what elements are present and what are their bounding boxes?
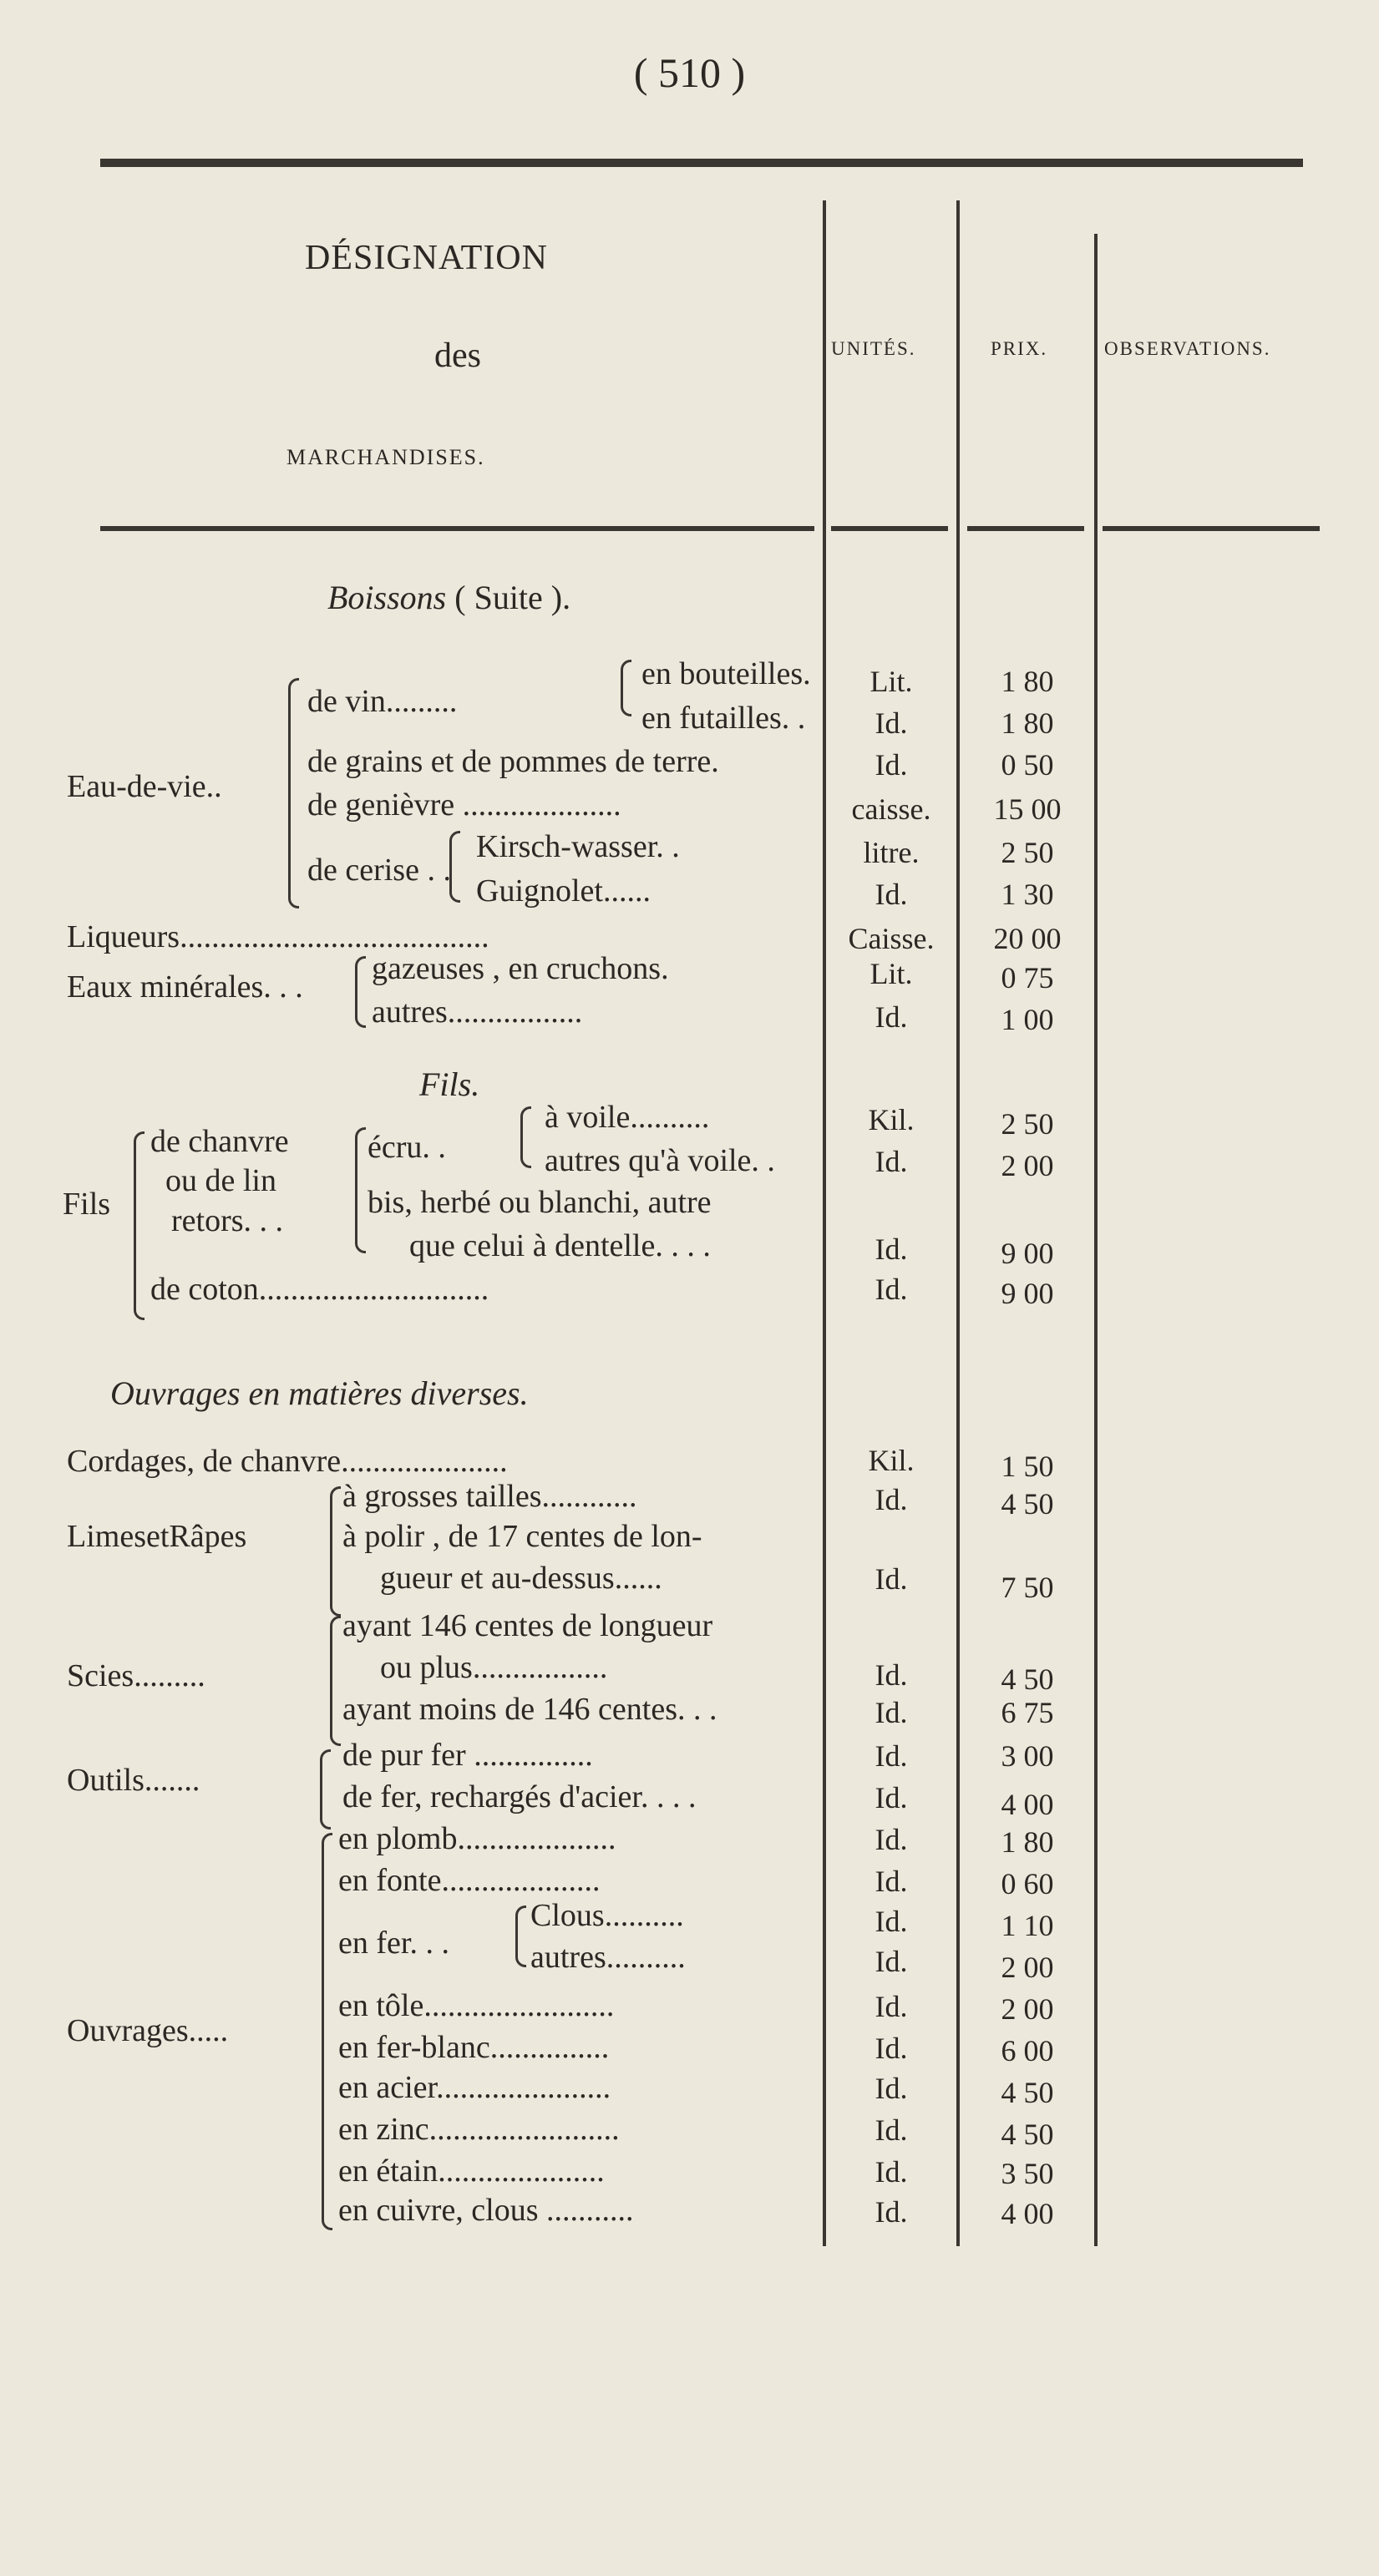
kirsch-label: Kirsch-wasser. . [476,829,680,864]
boissons-price: 1 80 [1001,706,1054,740]
eau-de-vie-brace [288,678,299,908]
header-observations: OBSERVATIONS. [1104,338,1271,359]
guignolet-label: Guignolet...... [476,873,651,908]
boissons-unit: Id. [875,748,908,782]
boissons-price: 1 30 [1001,878,1054,911]
eaux-minerales-label: Eaux minérales. . . [67,969,303,1005]
ouvrages-unit: Id. [875,2113,908,2147]
header-des: des [434,337,481,375]
autres-fer-label: autres.......... [530,1940,686,1975]
fils-label: Fils [63,1187,111,1222]
boissons-price: 2 50 [1001,836,1054,869]
ecru-brace [520,1106,531,1168]
zinc-label: en zinc........................ [338,2112,620,2147]
cordages-label: Cordages, de chanvre..................... [67,1444,508,1479]
ouvrages-unit: Id. [875,1483,908,1516]
ouvrages-price: 4 50 [1001,1487,1054,1521]
fer-blanc-label: en fer-blanc............... [338,2030,610,2065]
boissons-price: 0 75 [1001,961,1054,994]
ouvrages-unit: Id. [875,1658,908,1692]
eaux-minerales-brace [355,956,366,1028]
ouvrages-unit: Id. [875,1696,908,1729]
fer-acier-label: de fer, rechargés d'acier. . . . [342,1779,697,1814]
limes-brace [330,1486,341,1617]
fils-brace [134,1131,144,1320]
fils-unit: Id. [875,1273,908,1306]
scies-brace [330,1616,341,1746]
boissons-title-suffix: ( Suite ). [454,579,571,616]
ecru-label: écru. . [368,1130,446,1165]
header-rule-units [831,526,948,531]
col-rule-obs [1094,234,1098,2246]
ouvrages-price: 4 00 [1001,1788,1054,1821]
ouvrages-price: 6 75 [1001,1696,1054,1729]
que-celui-label: que celui à dentelle. . . . [409,1228,711,1263]
acier-label: en acier...................... [338,2070,611,2105]
autres-voile-label: autres qu'à voile. . [545,1143,775,1178]
boissons-price: 0 50 [1001,748,1054,782]
ouvrages-unit: Id. [875,1990,908,2023]
header-rule-prix [967,526,1084,531]
ouvrages-unit: Id. [875,1945,908,1978]
genievre-label: de genièvre .................... [307,787,621,822]
limes-label: LimesetRâpes [67,1519,247,1554]
fils-price: 2 00 [1001,1149,1054,1182]
fils-price: 2 50 [1001,1107,1054,1141]
ouvrages-price: 3 00 [1001,1739,1054,1773]
boissons-price: 1 80 [1001,665,1054,698]
fonte-label: en fonte.................... [338,1863,601,1898]
boissons-unit: Id. [875,878,908,911]
ou-de-lin-label: ou de lin [165,1163,276,1198]
boissons-unit: caisse. [851,792,931,826]
pur-fer-label: de pur fer ............... [342,1738,593,1773]
fils-price: 9 00 [1001,1277,1054,1310]
ayant1-label: ayant 146 centes de longueur [342,1608,713,1643]
ouvrages-price: 4 50 [1001,1663,1054,1696]
ouvrages-price: 4 50 [1001,2076,1054,2109]
chanvre-sub-brace [355,1127,366,1253]
ouvrages-price: 4 50 [1001,2118,1054,2151]
boissons-price: 20 00 [993,922,1062,955]
de-cerise-brace [449,831,460,903]
boissons-unit: Lit. [869,665,913,698]
ouvrages-price: 7 50 [1001,1571,1054,1604]
fils-unit: Id. [875,1232,908,1266]
autres-label: autres................. [372,994,583,1030]
coton-label: de coton............................. [150,1272,489,1307]
cuivre-label: en cuivre, clous ........... [338,2193,634,2228]
ouvrages-price: 2 00 [1001,1951,1054,1984]
retors-label: retors. . . [171,1203,284,1238]
polir1-label: à polir , de 17 centes de lon- [342,1519,702,1554]
tole-label: en tôle........................ [338,1988,615,2023]
header-designation: DÉSIGNATION [305,239,548,277]
ouvrages-label: Ouvrages..... [67,2013,229,2048]
ouvrages-unit: Id. [875,2155,908,2189]
en-bouteilles-label: en bouteilles. [641,656,811,691]
boissons-price: 15 00 [993,792,1062,826]
en-fer-label: en fer. . . [338,1926,449,1961]
ouvrages-price: 3 50 [1001,2157,1054,2190]
ouvrages-unit: Id. [875,1865,908,1898]
ouvrages-price: 6 00 [1001,2034,1054,2067]
scies-label: Scies......... [67,1658,205,1693]
ayant3-label: ayant moins de 146 centes. . . [342,1692,717,1727]
de-vin-brace [621,660,631,716]
en-fer-brace [515,1905,526,1967]
col-rule-units [823,200,826,2246]
ouvrages-unit: Id. [875,1739,908,1773]
ouvrages-price: 1 80 [1001,1825,1054,1859]
grains-label: de grains et de pommes de terre. [307,744,719,779]
fils-unit: Kil. [868,1103,915,1136]
chanvre-label: de chanvre [150,1124,289,1159]
ayant2-label: ou plus................. [380,1650,608,1685]
ouvrages-brace [322,1833,332,2230]
ouvrages-unit: Id. [875,2032,908,2065]
fils-price: 9 00 [1001,1237,1054,1270]
ouvrages-unit: Id. [875,1905,908,1938]
bis-label: bis, herbé ou blanchi, autre [368,1185,712,1220]
plomb-label: en plomb.................... [338,1821,616,1856]
header-marchandises: MARCHANDISES. [286,445,485,469]
etain-label: en étain..................... [338,2153,605,2189]
fils-unit: Id. [875,1145,908,1178]
section-fils-title: Fils. [419,1065,480,1103]
liqueurs-label: Liqueurs....................................... [67,919,489,954]
clous-label: Clous.......... [530,1898,684,1933]
eau-de-vie-label: Eau-de-vie.. [67,769,222,804]
page-number: ( 510 ) [633,49,746,96]
gazeuses-label: gazeuses , en cruchons. [372,951,669,986]
header-rule-obs [1103,526,1320,531]
ouvrages-price: 0 60 [1001,1867,1054,1900]
ouvrages-price: 1 10 [1001,1909,1054,1942]
header-rule-designation [100,526,814,531]
en-futailles-label: en futailles. . [641,701,806,736]
boissons-unit: Lit. [869,957,913,990]
header-prix: PRIX. [991,338,1048,359]
ouvrages-unit: Id. [875,2195,908,2229]
ouvrages-unit: Id. [875,2072,908,2105]
boissons-unit: litre. [863,836,920,869]
section-ouvrages-title: Ouvrages en matières diverses. [110,1374,529,1412]
boissons-unit: Id. [875,706,908,740]
boissons-unit: Caisse. [848,922,935,955]
de-cerise-label: de cerise . . [307,853,451,888]
col-rule-prix [956,200,960,2246]
ouvrages-unit: Kil. [868,1444,915,1477]
ouvrages-price: 2 00 [1001,1992,1054,2026]
a-voile-label: à voile.......... [545,1100,710,1135]
top-rule [100,159,1303,167]
outils-label: Outils....... [67,1763,200,1798]
grosses-label: à grosses tailles............ [342,1479,637,1514]
boissons-title: Boissons [327,579,447,616]
ouvrages-price: 1 50 [1001,1450,1054,1483]
boissons-price: 1 00 [1001,1003,1054,1036]
ouvrages-price: 4 00 [1001,2197,1054,2230]
section-boissons-title [327,578,570,617]
boissons-unit: Id. [875,1000,908,1034]
header-unites: UNITÉS. [831,338,916,359]
polir2-label: gueur et au-dessus...... [380,1561,662,1596]
outils-brace [320,1749,331,1830]
ouvrages-unit: Id. [875,1823,908,1856]
ouvrages-unit: Id. [875,1781,908,1814]
de-vin-label: de vin......... [307,684,458,719]
ouvrages-unit: Id. [875,1562,908,1596]
